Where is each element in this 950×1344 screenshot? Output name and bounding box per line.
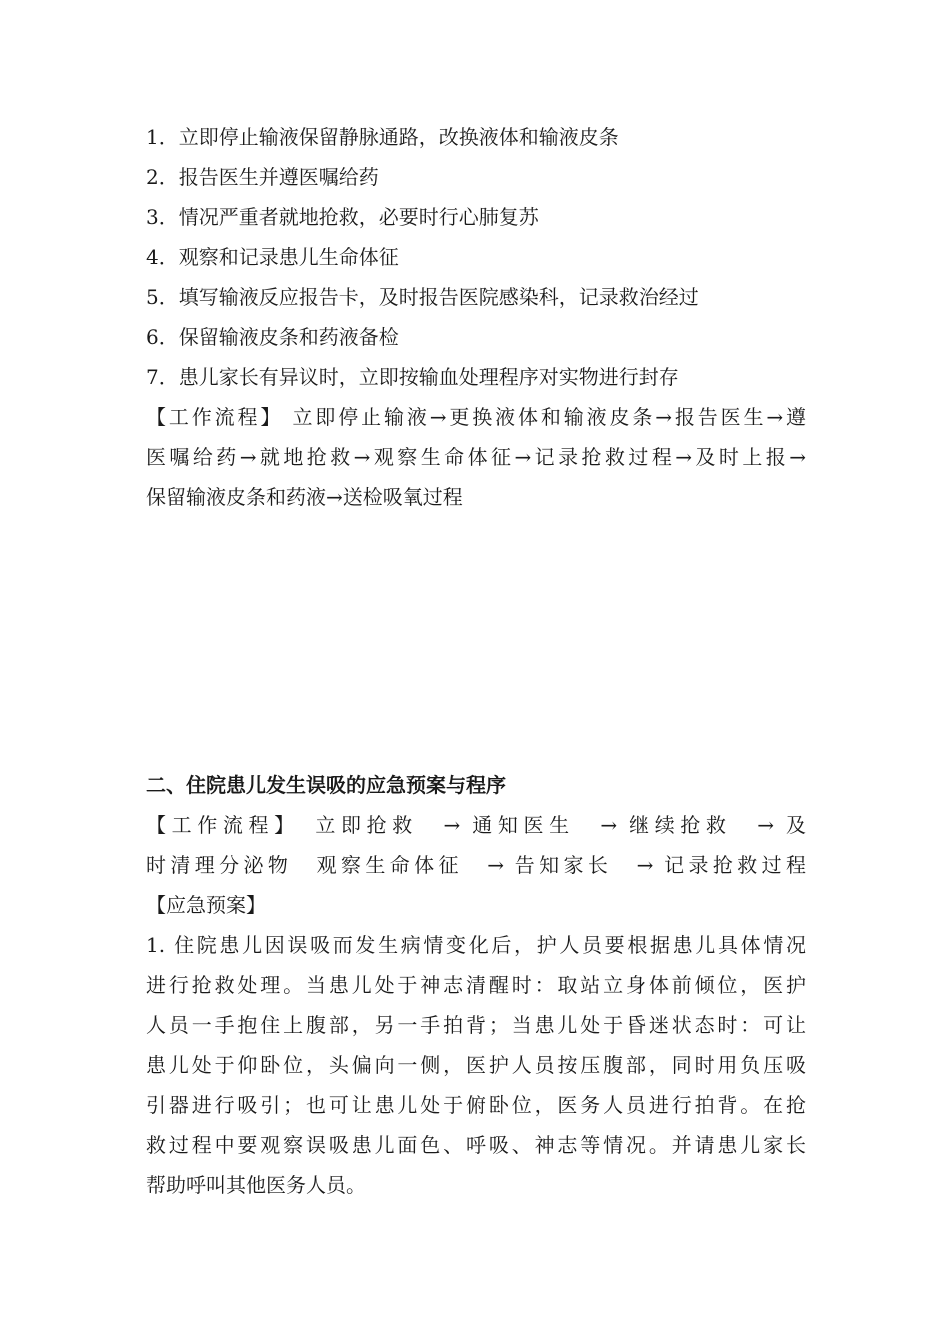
- workflow-line: 【工作流程】 立即抢救 → 通知医生 → 继续抢救 → 及: [146, 813, 806, 837]
- workflow-line: 时清理分泌物 观察生命体征 → 告知家长 → 记录抢救过程: [146, 853, 806, 877]
- aspiration-plan-section: [146, 765, 806, 1205]
- plan-line: 引器进行吸引；也可让患儿处于俯卧位，医务人员进行拍背。在抢: [146, 1093, 806, 1117]
- plan-line: 1. 住院患儿因误吸而发生病情变化后，护人员要根据患儿具体情况: [146, 933, 806, 957]
- step-item: 3．情况严重者就地抢救，必要时行心肺复苏: [146, 205, 539, 229]
- step-item: 1．立即停止输液保留静脉通路，改换液体和输液皮条: [146, 125, 619, 149]
- step-item: 5．填写输液反应报告卡，及时报告医院感染科，记录救治经过: [146, 285, 699, 309]
- workflow-line: 【工作流程】 立即停止输液→更换液体和输液皮条→报告医生→遵: [146, 405, 806, 429]
- step-item: 7．患儿家长有异议时，立即按输血处理程序对实物进行封存: [146, 365, 679, 389]
- plan-line: 进行抢救处理。当患儿处于神志清醒时：取站立身体前倾位，医护: [146, 973, 806, 997]
- section-title: 二、住院患儿发生误吸的应急预案与程序: [146, 773, 506, 797]
- infusion-reaction-section: [146, 117, 806, 517]
- plan-line: 患儿处于仰卧位，头偏向一侧，医护人员按压腹部，同时用负压吸: [146, 1053, 806, 1077]
- step-item: 2．报告医生并遵医嘱给药: [146, 165, 379, 189]
- workflow-line: 保留输液皮条和药液→送检吸氧过程: [146, 485, 463, 509]
- plan-line: 帮助呼叫其他医务人员。: [146, 1173, 366, 1197]
- plan-line: 人员一手抱住上腹部，另一手拍背；当患儿处于昏迷状态时：可让: [146, 1013, 806, 1037]
- step-item: 6．保留输液皮条和药液备检: [146, 325, 399, 349]
- step-item: 4．观察和记录患儿生命体征: [146, 245, 399, 269]
- plan-line: 救过程中要观察误吸患儿面色、呼吸、神志等情况。并请患儿家长: [146, 1133, 806, 1157]
- plan-label: 【应急预案】: [146, 893, 266, 917]
- workflow-line: 医嘱给药→就地抢救→观察生命体征→记录抢救过程→及时上报→: [146, 445, 806, 469]
